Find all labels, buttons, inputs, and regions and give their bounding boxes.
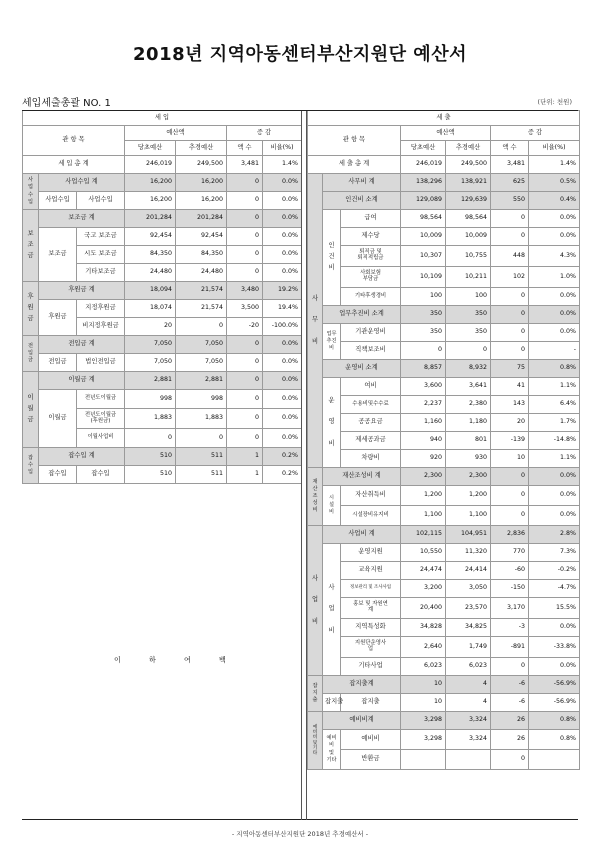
table-row: 예 비 비 및 기 타 예비비계 3,298 3,324 26 0.8% — [308, 712, 580, 730]
revenue-table — [22, 110, 302, 484]
section-label: 사 업 비 — [308, 526, 323, 676]
table-row: 운 영 비 여비 3,600 3,641 41 1.1% — [308, 378, 580, 396]
table-row: 시도 보조금 84,350 84,350 0 0.0% — [23, 246, 302, 264]
table-row: 수용비및수수료 2,237 2,380 143 6.4% — [308, 396, 580, 414]
table-row: 전년도이월금 (후원금) 1,883 1,883 0 0.0% — [23, 409, 302, 429]
expense-section — [306, 110, 579, 820]
table-row: 제수당 10,009 10,009 0 0.0% — [308, 228, 580, 246]
table-row: 사회보험 부담금 10,109 10,211 102 1.0% — [308, 267, 580, 288]
table-row: 시 설 비 자산취득비 1,200 1,200 0 0.0% — [308, 486, 580, 506]
section-label: 보 조 금 — [23, 210, 39, 282]
table-row: 지원단운영사 업 2,640 1,749 -891 -33.8% — [308, 637, 580, 658]
table-row: 업무 추진비 기관운영비 350 350 0 0.0% — [308, 324, 580, 342]
table-row: 기타사업 6,023 6,023 0 0.0% — [308, 658, 580, 676]
section-label: 전 입 금 — [23, 336, 39, 372]
table-row: 공공요금 1,160 1,180 20 1.7% — [308, 414, 580, 432]
table-row: 이 월 금 이월금 계 2,881 2,881 0 0.0% — [23, 372, 302, 390]
section-label: 후 원 금 — [23, 282, 39, 336]
table-row: 이월금 전년도이월금 998 998 0 0.0% — [23, 390, 302, 409]
original-header: 당초예산 — [125, 141, 176, 156]
table-row: 인 건 비 급여 98,564 98,564 0 0.0% — [308, 210, 580, 228]
table-row: 사 업 비 운영지원 10,550 11,320 770 7.3% — [308, 544, 580, 562]
revenue-section — [22, 110, 301, 820]
table-row: 직책보조비 0 0 0 - — [308, 342, 580, 360]
table-row: 퇴직금 및 퇴직적립금 10,307 10,755 448 4.3% — [308, 246, 580, 267]
table-row: 사 업 수 입 사업수입 계 16,200 16,200 0 0.0% — [23, 174, 302, 192]
table-row: 후원금 지정후원금 18,074 21,574 3,500 19.4% — [23, 300, 302, 318]
item-header: 관 항 목 — [23, 126, 125, 156]
page-title: 2018년 지역아동센터부산지원단 예산서 — [133, 44, 467, 65]
table-row: 사업수입 사업수입 16,200 16,200 0 0.0% — [23, 192, 302, 210]
revised-header: 추경예산 — [176, 141, 227, 156]
budget-header: 예산액 — [125, 126, 227, 141]
table-row: 잡수입 잡수입 510 511 1 0.2% — [23, 466, 302, 484]
table-row: 업무추진비 소계 350 350 0 0.0% — [308, 306, 580, 324]
ratio-header: 비율(%) — [263, 141, 302, 156]
table-row: 잡 수 입 잡수입 계 510 511 1 0.2% — [23, 448, 302, 466]
expense-table: 세 출 관 항 목 예산액 증 감 당초예산 추경예산 액 수 비율(%) 세 출 총 계 246,019 249,500 3,481 1.4% 사 무 비 사무비 계 138,296 138,921 625 0.5% 인건비 소계 129,089 129,639 550 0.4% 인 건 비 급여 98,564 98,564 0 0.0% 제수당 10,009 10,009 0 0.0% 퇴직금 및 퇴직적립금 10,307 10,755 448 4.3% 사회보험 부담금 10,109 10,211 102 1.0% 기타후생경비 100 100 0 0.0% 업무추진비 소계 350 350 0 0.0% 업무 추진비 기관운영비 350 350 0 0.0% 직책보조비 0 0 0 - 운영비 소계 8,857 8,932 75 0.8% 운 영 비 여비 3,600 3,641 41 1.1% 수용비및수수료 2,237 2,380 143 6.4% 공공요금 1,160 1,180 20 1.7% 제세공과금 940 801 -139 -14.8% 차량비 920 930 10 1.1% 재 산 조 성 비 재산조성비 계 2,300 2,300 0 0.0% 시 설 비 자산취득비 1,200 1,200 0 0.0% 시설장비유지비 1,100 1,100 0 0.0% 사 업 비 사업비 계 102,115 104,951 2,836 2.8% 사 업 비 운영지원 10,550 11,320 770 7.3% 교육지원 24,474 24,414 -60 -0.2% 정보관리 및 조사사업 3,200 3,050 -150 -4.7% 홍보 및 자원연 계 20,400 23,570 3,170 15.5% 지역특성화 34,828 34,825 -3 0.0% 지원단운영사 업 2,640 1,749 -891 -33.8% 기타사업 6,023 6,023 0 0.0% 잡 지 출 잡지출계 10 4 -6 -56.9% 잡지출 잡지출 10 4 -6 -56.9% 예 비 비 및 기 타 예비비계 3,298 3,324 26 0.8% 예비비 및 기타 예비비 3,298 3,324 26 0.8% 반환금 0 — [307, 110, 580, 770]
table-row: 사 무 비 사무비 계 138,296 138,921 625 0.5% — [308, 174, 580, 192]
table-row: 정보관리 및 조사사업 3,200 3,050 -150 -4.7% — [308, 580, 580, 598]
section-label: 사 무 비 — [308, 174, 323, 468]
table-row: 사 업 비 사업비 계 102,115 104,951 2,836 2.8% — [308, 526, 580, 544]
section-label: 잡 수 입 — [23, 448, 39, 484]
table-row: 이월사업비 0 0 0 0.0% — [23, 429, 302, 448]
table-row: 시설장비유지비 1,100 1,100 0 0.0% — [308, 506, 580, 526]
table-row: 교육지원 24,474 24,414 -60 -0.2% — [308, 562, 580, 580]
expense-header: 세 출 — [308, 111, 580, 126]
page-footer: - 지역아동센터부산지원단 2018년 추경예산서 - — [231, 830, 369, 838]
section-label: 예 비 비 및 기 타 — [308, 712, 323, 770]
table-row: 운영비 소계 8,857 8,932 75 0.8% — [308, 360, 580, 378]
table-subtitle: 세입세출총괄 NO. 1 — [22, 98, 111, 109]
budget-table — [22, 110, 578, 820]
table-row: 인건비 소계 129,089 129,639 550 0.4% — [308, 192, 580, 210]
table-row: 후 원 금 후원금 계 18,094 21,574 3,480 19.2% — [23, 282, 302, 300]
table-row: 재 산 조 성 비 재산조성비 계 2,300 2,300 0 0.0% — [308, 468, 580, 486]
blank-marker: 이 하 여 백 — [114, 656, 227, 664]
table-row: 세 출 총 계 246,019 249,500 3,481 1.4% — [308, 156, 580, 174]
table-row: 기타후생경비 100 100 0 0.0% — [308, 288, 580, 306]
table-row: 예비비 및 기타 예비비 3,298 3,324 26 0.8% — [308, 730, 580, 750]
table-row: 반환금 0 — [308, 750, 580, 770]
table-row: 제세공과금 940 801 -139 -14.8% — [308, 432, 580, 450]
table-row: 기타보조금 24,480 24,480 0 0.0% — [23, 264, 302, 282]
table-row: 지역특성화 34,828 34,825 -3 0.0% — [308, 619, 580, 637]
section-label: 재 산 조 성 비 — [308, 468, 323, 526]
revenue-header: 세 입 — [23, 111, 302, 126]
section-label: 이 월 금 — [23, 372, 39, 448]
section-label: 잡 지 출 — [308, 676, 323, 712]
table-row: 전입금 법인전입금 7,050 7,050 0 0.0% — [23, 354, 302, 372]
table-row: 홍보 및 자원연 계 20,400 23,570 3,170 15.5% — [308, 598, 580, 619]
table-row: 잡 지 출 잡지출계 10 4 -6 -56.9% — [308, 676, 580, 694]
change-header: 증 감 — [227, 126, 302, 141]
section-label: 사 업 수 입 — [23, 174, 39, 210]
table-row: 잡지출 잡지출 10 4 -6 -56.9% — [308, 694, 580, 712]
table-row: 전 입 금 전입금 계 7,050 7,050 0 0.0% — [23, 336, 302, 354]
amount-header: 액 수 — [227, 141, 263, 156]
unit-label: (단위: 천원) — [537, 98, 572, 106]
table-row: 세 입 총 계 246,019 249,500 3,481 1.4% — [23, 156, 302, 174]
table-row: 차량비 920 930 10 1.1% — [308, 450, 580, 468]
table-row: 보조금 국고 보조금 92,454 92,454 0 0.0% — [23, 228, 302, 246]
table-row: 비지정후원금 20 0 -20 -100.0% — [23, 318, 302, 336]
table-row: 보 조 금 보조금 계 201,284 201,284 0 0.0% — [23, 210, 302, 228]
